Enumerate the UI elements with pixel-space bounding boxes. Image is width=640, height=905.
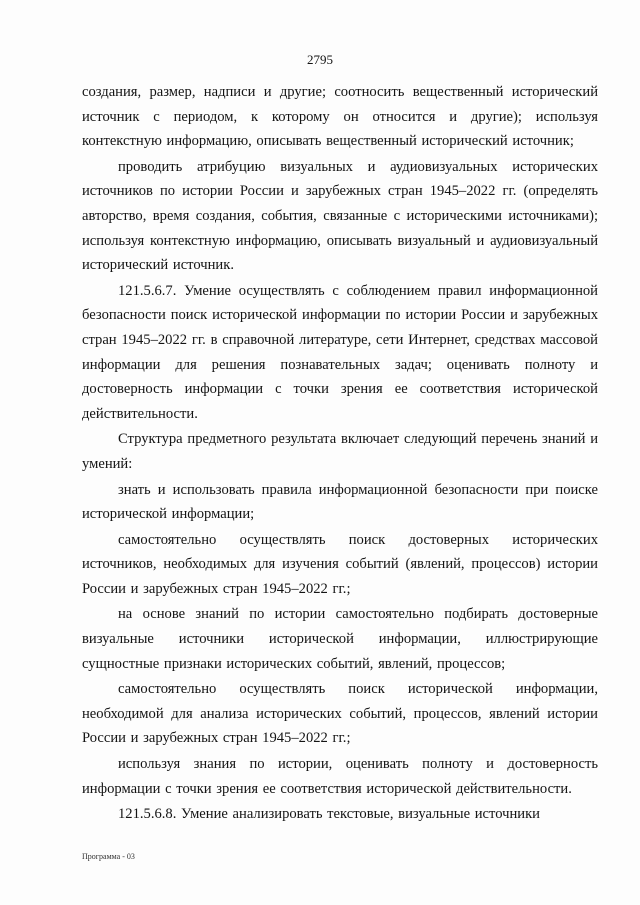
document-body: [82, 80, 598, 828]
paragraph-list-item: на основе знаний по истории самостоятельно подбирать достоверные визуальные источники исторической информации, иллюстрирующие сущностные признаки исторических событий, явлений, процессов;: [82, 606, 598, 672]
paragraph-list-item: используя знания по истории, оценивать полноту и достоверность информации с точки зрения ее соответствия исторической действительности.: [82, 756, 598, 797]
paragraph-continuation: создания, размер, надписи и другие; соотносить вещественный исторический источник с периодом, к которому он относится и другие); используя контекстную информацию, описывать вещественный исторический источник;: [82, 84, 598, 150]
paragraph-attribution: проводить атрибуцию визуальных и аудиовизуальных исторических источников по истории России и зарубежных стран 1945–2022 гг. (определять авторство, время создания, события, связанные с историческими источниками); используя контекстную информацию, описывать визуальный и аудиовизуальный исторический источник.: [82, 158, 598, 274]
paragraph-section-121-5-6-8: 121.5.6.8. Умение анализировать текстовые, визуальные источники: [118, 806, 540, 823]
page-number: 2795: [307, 52, 333, 67]
paragraph-list-item: самостоятельно осуществлять поиск достоверных исторических источников, необходимых для изучения событий (явлений, процессов) истории России и зарубежных стран 1945–2022 гг.;: [82, 531, 598, 597]
page-footer: Программа - 03: [82, 852, 135, 861]
paragraph-section-121-5-6-7: 121.5.6.7. Умение осуществлять с соблюдением правил информационной безопасности поиск исторической информации по истории России и зарубежных стран 1945–2022 гг. в справочной литературе, сети Интернет, средствах массовой информации для решения познавательных задач; оценивать полноту и достоверность информации с точки зрения ее соответствия исторической действительности.: [82, 282, 598, 422]
paragraph-list-item: знать и использовать правила информационной безопасности при поиске исторической информации;: [82, 481, 598, 523]
paragraph-list-item: самостоятельно осуществлять поиск исторической информации, необходимой для анализа исторических событий, процессов, явлений истории России и зарубежных стран 1945–2022 гг.;: [82, 681, 598, 747]
paragraph-structure-intro: Структура предметного результата включает следующий перечень знаний и умений:: [82, 431, 598, 472]
